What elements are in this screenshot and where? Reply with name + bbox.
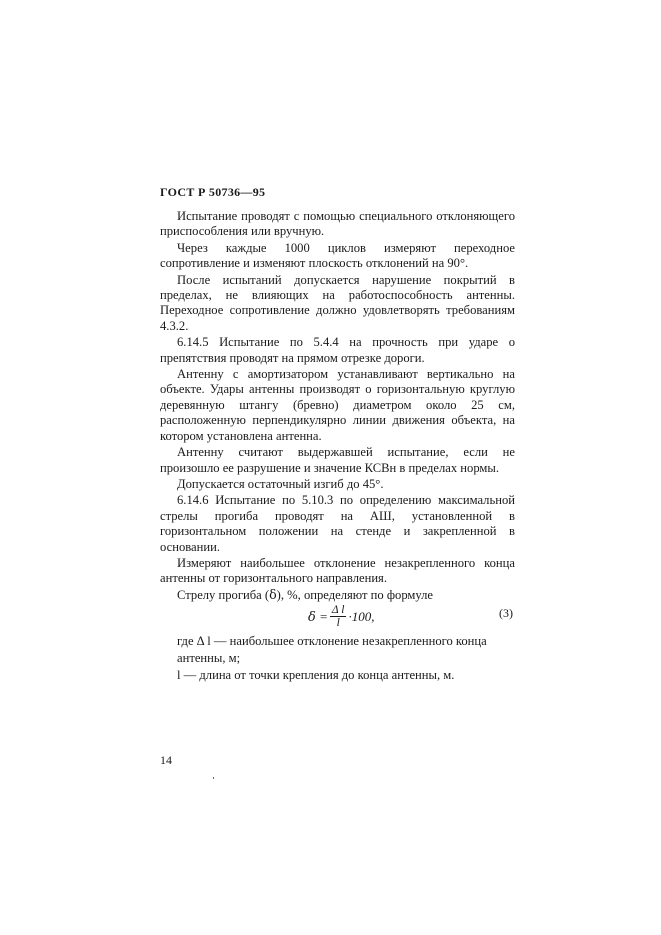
formula-denominator: l bbox=[336, 617, 340, 630]
body-text bbox=[160, 209, 515, 683]
paragraph: 6.14.5 Испытание по 5.4.4 на прочность при ударе о препятствия проводят на прямом отрезке дороги. bbox=[160, 335, 515, 365]
formula-rhs: ·100, bbox=[348, 608, 375, 624]
definition-line: l — длина от точки крепления до конца антенны, м. bbox=[177, 667, 455, 682]
formula-lhs: ẟ = bbox=[308, 608, 328, 624]
paragraph: После испытаний допускается нарушение покрытий в пределах, не влияющих на работоспособность антенны. Переходное сопротивление должно удовлетворять требованиям 4.3.2. bbox=[160, 272, 515, 333]
paragraph: Через каждые 1000 циклов измеряют переходное сопротивление и изменяют плоскость отклонений на 90°. bbox=[160, 240, 515, 271]
paragraph: Измеряют наибольшее отклонение незакрепленного конца антенны от горизонтального направления. bbox=[160, 555, 515, 586]
paragraph: Стрелу прогиба (ẟ), %, определяют по формуле bbox=[177, 587, 434, 602]
page-number: 14 bbox=[160, 753, 172, 767]
paragraph: Испытание проводят с помощью специального отклоняющего приспособления или вручную. bbox=[160, 209, 515, 239]
formula-fraction bbox=[330, 604, 347, 629]
paragraph: 6.14.6 Испытание по 5.10.3 по определению максимальной стрелы прогиба проводят на АШ, установленной в горизонтальном положении на стенде и закрепленной в основании. bbox=[160, 493, 515, 554]
where-line: где Δ l — наибольшее отклонение незакрепленного конца bbox=[177, 634, 487, 649]
paragraph: Антенну с амортизатором устанавливают вертикально на объекте. Удары антенны производят о горизонтальную круглую деревянную штангу (бревно) диаметром около 25 см, расположенную перпендикулярно линии движения объекта, на котором установлена антенна. bbox=[160, 367, 515, 443]
paragraph: Антенну считают выдержавшей испытание, если не произошло ее разрушение и значение КСВн в пределах нормы. bbox=[160, 445, 515, 475]
scan-speck bbox=[213, 777, 214, 779]
formula-row bbox=[160, 604, 515, 634]
equation-number: (3) bbox=[499, 606, 513, 621]
where-line: антенны, м; bbox=[177, 650, 241, 665]
paragraph: Допускается остаточный изгиб до 45°. bbox=[177, 476, 384, 491]
formula bbox=[308, 604, 374, 629]
formula-numerator: Δ l bbox=[331, 604, 345, 617]
document-header: ГОСТ Р 50736—95 bbox=[160, 185, 266, 199]
